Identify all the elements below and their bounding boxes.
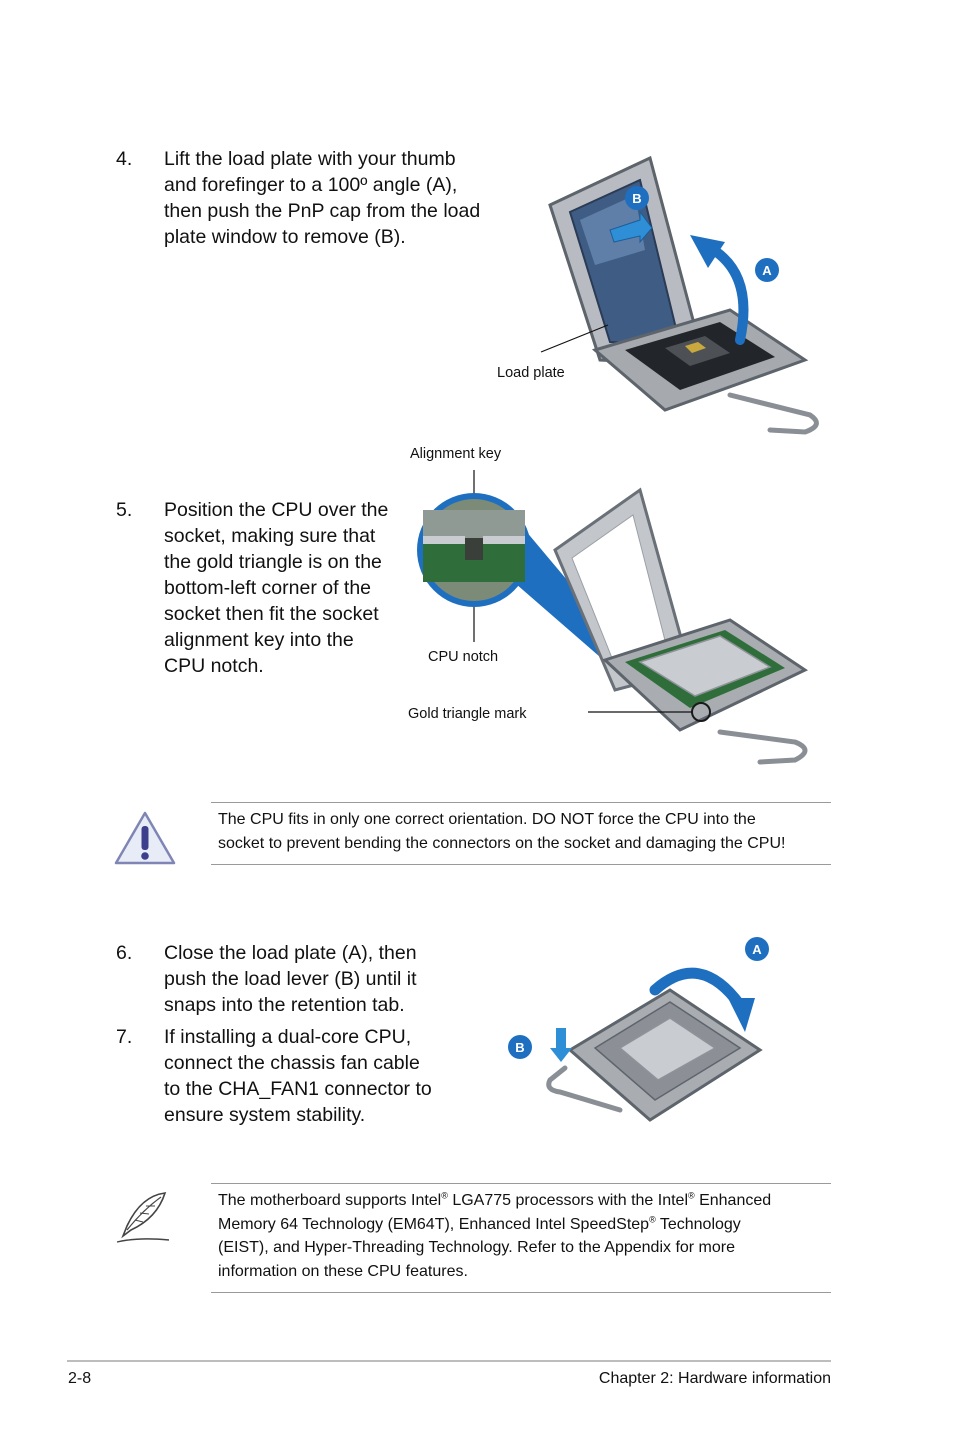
- warning-triangle-icon: [113, 810, 177, 866]
- page-number: 2-8: [68, 1370, 92, 1387]
- step-6: [116, 940, 456, 1020]
- note-text: The motherboard supports Intel® LGA775 processors with the Intel® Enhanced Memory 64 Technology (EM64T), Enhanced Intel SpeedStep® Technology (EIST), and Hyper-Threading Technology. Refer to the Appendix for more information on these CPU features.: [218, 1190, 772, 1280]
- cpu-placement-illustration: [400, 470, 830, 770]
- step-5: [116, 497, 406, 687]
- step-text: Lift the load plate with your thumb and forefinger to a 100º angle (A), then push the PnP cap from the load plate window to remove (B).: [164, 148, 481, 248]
- gold-triangle-label: Gold triangle mark: [408, 706, 527, 722]
- load-plate-label: Load plate: [497, 365, 565, 381]
- chapter-title: Chapter 2: Hardware information: [598, 1370, 831, 1387]
- step-7: [116, 1024, 456, 1130]
- feather-pen-icon: [113, 1190, 173, 1246]
- warning-bottom-rule: [211, 864, 831, 865]
- badge-b: B: [508, 1035, 532, 1059]
- note-bottom-rule: [211, 1292, 831, 1293]
- step-number: 4.: [116, 148, 133, 170]
- badge-a: A: [745, 937, 769, 961]
- socket-open-illustration: [540, 150, 830, 440]
- step-number: 5.: [116, 499, 133, 521]
- step-text: Position the CPU over the socket, making sure that the gold triangle is on the bottom-left corner of the socket then fit the socket alignment key into the CPU notch.: [164, 499, 389, 677]
- step-4: [116, 146, 496, 256]
- warning-top-rule: [211, 802, 831, 803]
- badge-a: A: [755, 258, 779, 282]
- note-top-rule: [211, 1183, 831, 1184]
- footer-rule: [67, 1360, 831, 1362]
- cpu-notch-label: CPU notch: [428, 649, 499, 665]
- step-number: 7.: [116, 1026, 133, 1048]
- badge-b: B: [625, 186, 649, 210]
- step-text: Close the load plate (A), then push the load lever (B) until it snaps into the retention tab.: [164, 942, 417, 1016]
- warning-text: The CPU fits in only one correct orientation. DO NOT force the CPU into the socket to prevent bending the connectors on the socket and damaging the CPU!: [218, 811, 786, 852]
- socket-closed-illustration: [540, 940, 780, 1140]
- alignment-key-label: Alignment key: [410, 446, 502, 462]
- step-text: If installing a dual-core CPU, connect the chassis fan cable to the CHA_FAN1 connector to ensure system stability.: [164, 1026, 432, 1126]
- step-number: 6.: [116, 942, 133, 964]
